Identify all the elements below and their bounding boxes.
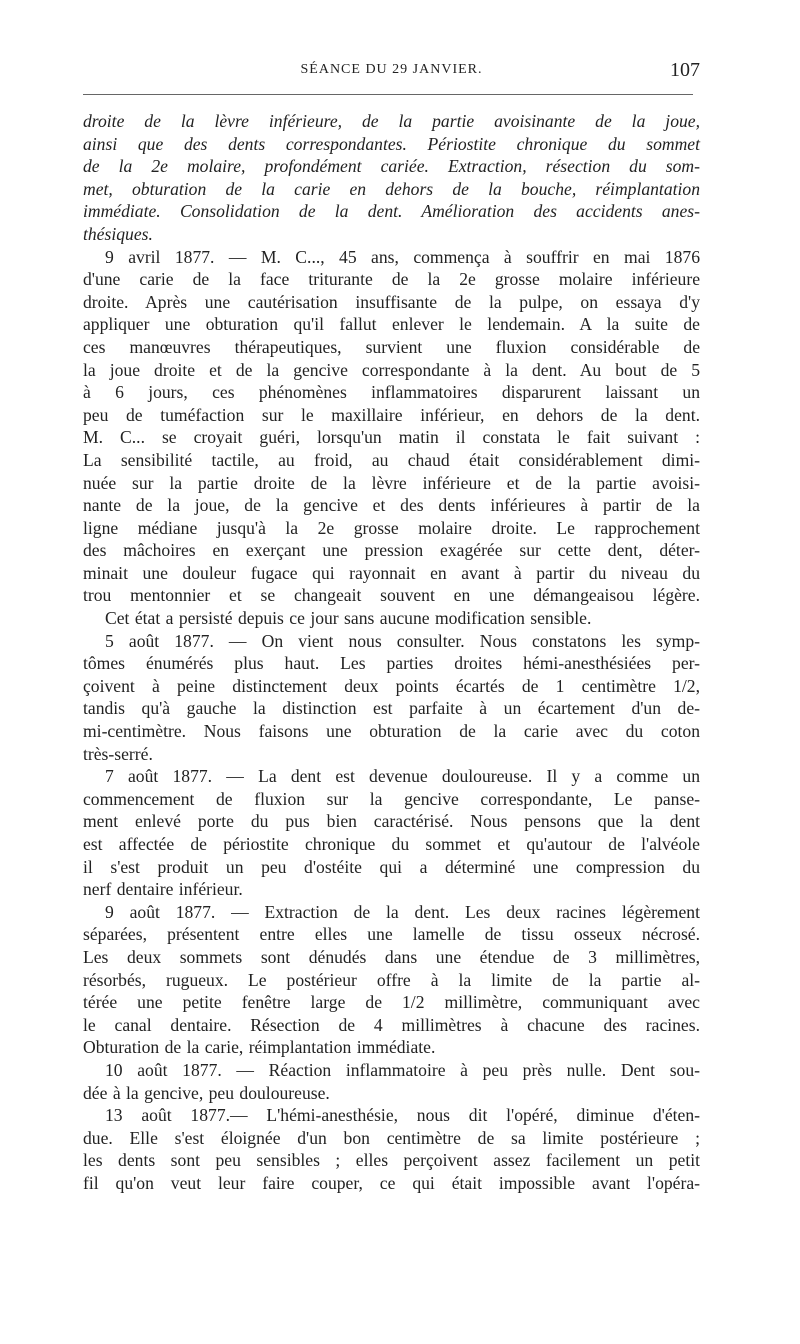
text-line: thésiques. xyxy=(83,223,153,244)
text-line: ligne médiane jusqu'à la 2e grosse molaire droite. Le rapprochement xyxy=(83,517,700,538)
text-line: la joue droite et de la gencive correspondante à la dent. Au bout de 5 xyxy=(83,359,700,380)
text-line: droite. Après une cautérisation insuffisante de la pulpe, on essaya d'y xyxy=(83,291,700,312)
text-line: de la 2e molaire, profondément cariée. Extraction, résection du som- xyxy=(83,156,700,177)
text-line: appliquer une obturation qu'il fallut enlever le lendemain. A la suite de xyxy=(83,314,700,335)
text-line: nante de la joue, de la gencive et des dents inférieures à partir de la xyxy=(83,495,700,516)
page-number: 107 xyxy=(670,59,700,81)
text-line: Obturation de la carie, réimplantation immédiate. xyxy=(83,1037,436,1058)
text-line: tômes énumérés plus haut. Les parties droites hémi-anesthésiées per- xyxy=(83,653,700,674)
text-line: ces manœuvres thérapeutiques, survient une fluxion considérable de xyxy=(83,336,700,357)
running-title: SÉANCE DU 29 JANVIER. xyxy=(300,62,483,77)
text-line: 5 août 1877. — On vient nous consulter. Nous constatons les symp- xyxy=(105,630,700,651)
text-line: peu de tuméfaction sur le maxillaire inférieur, en dehors de la dent. xyxy=(83,404,700,425)
text-line: çoivent à peine distinctement deux points écartés de 1 centimètre 1/2, xyxy=(83,675,700,696)
text-line: ainsi que des dents correspondantes. Périostite chronique du sommet xyxy=(83,133,700,154)
text-line: dée à la gencive, peu douloureuse. xyxy=(83,1082,330,1103)
text-line: fil qu'on veut leur faire couper, ce qui était impossible avant l'opéra- xyxy=(83,1172,700,1193)
text-line: des mâchoires en exerçant une pression exagérée sur cette dent, déter- xyxy=(83,540,700,561)
text-line: nerf dentaire inférieur. xyxy=(83,879,243,900)
text-line: mi-centimètre. Nous faisons une obturation de la carie avec du coton xyxy=(83,721,700,742)
text-line: 10 août 1877. — Réaction inflammatoire à peu près nulle. Dent sou- xyxy=(105,1059,700,1080)
text-line: est affectée de périostite chronique du sommet et qu'autour de l'alvéole xyxy=(83,834,700,854)
header-rule xyxy=(83,94,693,95)
running-head xyxy=(83,59,700,86)
text-line: Cet état a persisté depuis ce jour sans aucune modification sensible. xyxy=(105,608,592,629)
text-line: minait une douleur fugace qui rayonnait en avant à partir du niveau du xyxy=(83,562,700,583)
text-line: il s'est produit un peu d'ostéite qui a déterminé une compression du xyxy=(83,856,700,877)
text-line: M. C... se croyait guéri, lorsqu'un matin il constata le fait suivant : xyxy=(83,427,700,448)
body-text xyxy=(83,110,700,1195)
text-line: ment enlevé porte du pus bien caractérisé. Nous pensons que la dent xyxy=(83,811,700,832)
text-line: droite de la lèvre inférieure, de la partie avoisinante de la joue, xyxy=(83,111,700,131)
text-line: 9 avril 1877. — M. C..., 45 ans, commença à souffrir en mai 1876 xyxy=(105,246,700,267)
text-line: met, obturation de la carie en dehors de la bouche, réimplantation xyxy=(83,178,700,199)
text-line: séparées, présentent entre elles une lamelle de tissu osseux nécrosé. xyxy=(83,924,700,945)
text-line: La sensibilité tactile, au froid, au chaud était considérablement dimi- xyxy=(83,449,700,470)
text-line: d'une carie de la face triturante de la 2e grosse molaire inférieure xyxy=(83,269,700,290)
text-line: le canal dentaire. Résection de 4 millimètres à chacune des racines. xyxy=(83,1014,700,1035)
text-line: Les deux sommets sont dénudés dans une étendue de 3 millimètres, xyxy=(83,946,700,967)
text-line: immédiate. Consolidation de la dent. Amélioration des accidents anes- xyxy=(83,201,700,222)
text-line: commencement de fluxion sur la gencive correspondante, Le panse- xyxy=(83,788,700,809)
text-line: 9 août 1877. — Extraction de la dent. Les deux racines légèrement xyxy=(105,901,700,922)
text-line: térée une petite fenêtre large de 1/2 millimètre, communiquant avec xyxy=(83,992,700,1013)
text-line: tandis qu'à gauche la distinction est parfaite à un écartement d'un de- xyxy=(83,698,700,719)
text-line: trou mentonnier et se changeait souvent en une démangeaisou légère. xyxy=(83,585,700,606)
text-line: 7 août 1877. — La dent est devenue douloureuse. Il y a comme un xyxy=(105,766,700,787)
text-line: nuée sur la partie droite de la lèvre inférieure et de la partie avoisi- xyxy=(83,472,700,493)
text-line: à 6 jours, ces phénomènes inflammatoires disparurent laissant un xyxy=(83,382,700,403)
text-line: 13 août 1877.— L'hémi-anesthésie, nous dit l'opéré, diminue d'éten- xyxy=(105,1105,700,1126)
text-line: due. Elle s'est éloignée d'un bon centimètre de sa limite postérieure ; xyxy=(83,1127,700,1148)
text-line: très-serré. xyxy=(83,743,153,764)
text-line: résorbés, rugueux. Le postérieur offre à la limite de la partie al- xyxy=(83,969,700,990)
text-line: les dents sont peu sensibles ; elles perçoivent assez facilement un petit xyxy=(83,1150,700,1171)
